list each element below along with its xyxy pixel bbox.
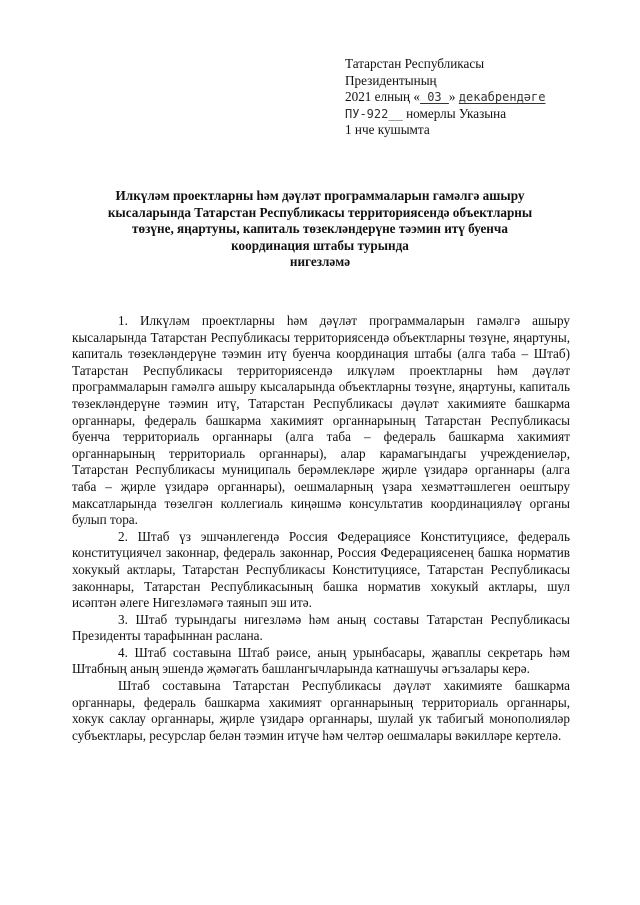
date-prefix: 2021 елның « [345,89,420,105]
date-mid: » [448,89,459,105]
approval-stamp [345,56,625,139]
paragraph-1: 1. Илкүләм проектларны һәм дәүләт программаларын гамәлгә ашыру кысаларында Татарстан Республикасы территориясендә объектларны төзүне, яңартуны, капиталь төзекләндерүне тәэмин итү буенча координация штабы (алга таба – Штаб) Татарстан Республикасы территориясендә илкүләм проектларны һәм дәүләт программаларын гамәлгә ашыру кысаларында объектларны төзүне, яңартуны, капиталь төзекләндерүне тәэмин итү, Татарстан Республикасы дәүләт хакимияте башкарма органнары, федераль башкарма хакимият органнарының Татарстан Республикасы буенча территориаль органнары (алга таба – федераль башкарма хакимият органнарының территориаль органнары), алар карамагындагы учреждениеләр, Татарстан Республикасы муниципаль берәмлекләре җирле үзидарә органнары (алга таба – җирле үзидарә органнары), оешмаларның үзара хезмәттәшлеген оештыру максатларында төзелгән коллегиаль киңәшмә консультатив координацияләү органы булып тора. [72,313,570,528]
decree-number-suffix: номерлы Указына [402,105,507,121]
approval-line-president: Президентының [345,72,437,88]
approval-line-republic: Татарстан Республикасы [345,56,485,71]
date-month: декабрендәге [458,90,546,105]
date-day: 03 [419,90,449,105]
decree-number: ПУ-922__ [345,106,403,121]
paragraph-2: 2. Штаб үз эшчәнлегендә Россия Федерациясе Конституциясе, федераль конституциячел законнар, федераль законнар, Россия Федерациясенең башка норматив хокукый актлары, Татарстан Республикасы Конституциясе, Татарстан Республикасы законнары, Татарстан Республикасының башка норматив хокукый актлары, шул исәптән әлеге Нигезләмәгә таянып эш итә. [72,528,570,611]
paragraph-4: 4. Штаб составына Штаб рәисе, аның урынбасары, җаваплы секретарь һәм Штабның аның эшендә җәмәгать башлангычларында катнашучы әгъзалары керә. [72,644,570,677]
approval-line-date [345,89,625,106]
approval-line-attachment: 1 нче кушымта [345,122,430,138]
paragraph-3: 3. Штаб турындагы нигезләмә һәм аның составы Татарстан Республикасы Президенты тарафыннан раслана. [72,611,570,644]
document-body [72,313,570,744]
approval-line-number [345,106,625,123]
title-line-5: нигезләмә [289,254,351,270]
title-line-3: төзүне, яңартуны, капиталь төзекләндерүне тәэмин итү буенча [132,221,508,237]
title-line-4: координация штабы турында [231,237,409,253]
title-line-1: Илкүләм проектларны һәм дәүләт программаларын гамәлгә ашыру [115,188,525,203]
title-line-2: кысаларында Татарстан Республикасы территориясендә объектларны [107,204,533,220]
document-title [70,188,570,271]
paragraph-5: Штаб составына Татарстан Республикасы дәүләт хакимияте башкарма органнары, федераль башкарма хакимият органнарының территориаль органнары, хокук саклау органнары, җирле үзидарә органнары, шулай ук табигый монополияләр субъектлары, ресурслар белән тәэмин итүче һәм челтәр оешмалары вәкилләре кертелә. [72,678,570,743]
